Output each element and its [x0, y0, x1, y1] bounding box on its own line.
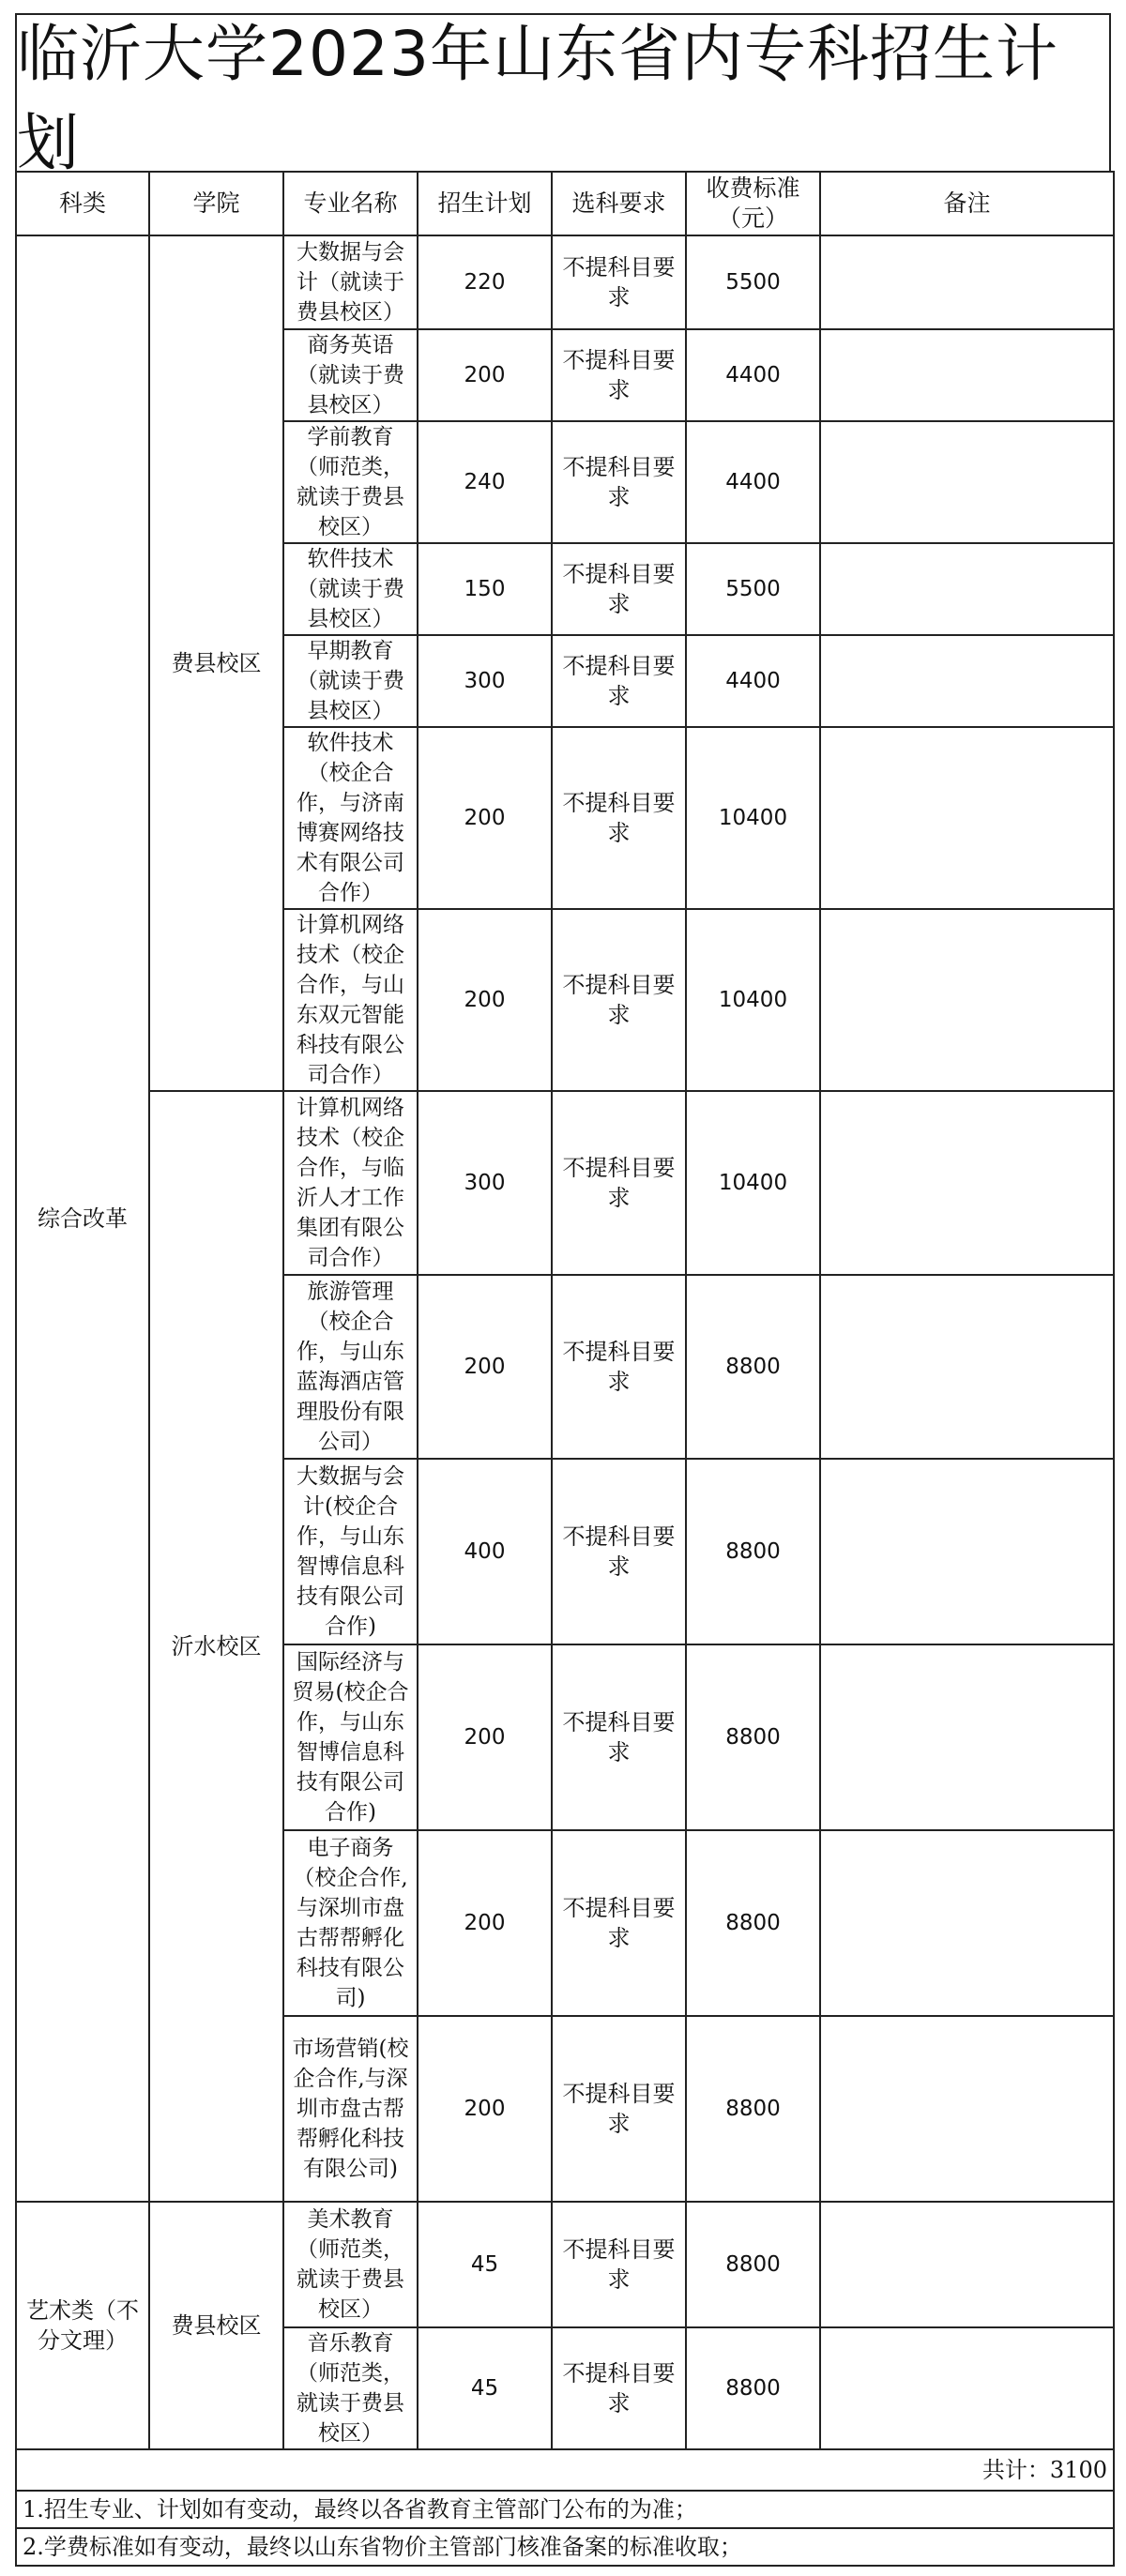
- major-cell: 软件技术（校企合作，与济南博赛网络技术有限公司合作）: [283, 727, 418, 909]
- note-row: [16, 2491, 1114, 2528]
- remark-cell: [820, 421, 1114, 543]
- major-cell: 软件技术（就读于费县校区）: [283, 543, 418, 635]
- plan-cell: 200: [418, 909, 552, 1091]
- subject-req-cell: 不提科目要求: [552, 421, 686, 543]
- category-cell-comprehensive: 综合改革: [16, 235, 149, 2202]
- major-cell: 早期教育（就读于费县校区）: [283, 635, 418, 727]
- plan-cell: 240: [418, 421, 552, 543]
- remark-cell: [820, 1459, 1114, 1644]
- subject-req-cell: 不提科目要求: [552, 1644, 686, 1830]
- major-cell: 国际经济与贸易(校企合作，与山东智博信息科技有限公司合作): [283, 1644, 418, 1830]
- note-1: 1.招生专业、计划如有变动，最终以各省教育主管部门公布的为准；: [16, 2491, 1114, 2528]
- remark-cell: [820, 1275, 1114, 1459]
- header-major: 专业名称: [283, 172, 418, 235]
- major-cell: 计算机网络技术（校企合作，与临沂人才工作集团有限公司合作）: [283, 1091, 418, 1275]
- fee-cell: 8800: [686, 1275, 820, 1459]
- remark-cell: [820, 2327, 1114, 2449]
- plan-cell: 300: [418, 635, 552, 727]
- subject-req-cell: 不提科目要求: [552, 1275, 686, 1459]
- subject-req-cell: 不提科目要求: [552, 1091, 686, 1275]
- fee-cell: 4400: [686, 421, 820, 543]
- college-cell-feixian: 费县校区: [149, 235, 283, 1091]
- note-row: [16, 2528, 1114, 2566]
- college-cell-yishui: 沂水校区: [149, 1091, 283, 2202]
- header-row: [16, 172, 1114, 235]
- header-fee: 收费标准（元）: [686, 172, 820, 235]
- header-plan: 招生计划: [418, 172, 552, 235]
- header-subject-req: 选科要求: [552, 172, 686, 235]
- plan-cell: 150: [418, 543, 552, 635]
- major-cell: 电子商务（校企合作,与深圳市盘古帮帮孵化科技有限公司): [283, 1830, 418, 2016]
- note-2: 2.学费标准如有变动，最终以山东省物价主管部门核准备案的标准收取；: [16, 2528, 1114, 2566]
- plan-cell: 300: [418, 1091, 552, 1275]
- major-cell: 大数据与会计（就读于费县校区）: [283, 235, 418, 329]
- remark-cell: [820, 2016, 1114, 2202]
- total-row: [16, 2449, 1114, 2491]
- major-cell: 音乐教育（师范类，就读于费县校区）: [283, 2327, 418, 2449]
- major-cell: 市场营销(校企合作,与深圳市盘古帮帮孵化科技有限公司): [283, 2016, 418, 2202]
- header-remark: 备注: [820, 172, 1114, 235]
- major-cell: 商务英语（就读于费县校区）: [283, 329, 418, 421]
- plan-cell: 400: [418, 1459, 552, 1644]
- remark-cell: [820, 543, 1114, 635]
- plan-cell: 45: [418, 2202, 552, 2327]
- major-cell: 学前教育（师范类，就读于费县校区）: [283, 421, 418, 543]
- header-college: 学院: [149, 172, 283, 235]
- fee-cell: 8800: [686, 1830, 820, 2016]
- fee-cell: 5500: [686, 235, 820, 329]
- remark-cell: [820, 1644, 1114, 1830]
- remark-cell: [820, 635, 1114, 727]
- plan-cell: 200: [418, 1275, 552, 1459]
- subject-req-cell: 不提科目要求: [552, 543, 686, 635]
- category-cell-art: 艺术类（不分文理）: [16, 2202, 149, 2449]
- subject-req-cell: 不提科目要求: [552, 1830, 686, 2016]
- subject-req-cell: 不提科目要求: [552, 235, 686, 329]
- fee-cell: 8800: [686, 2202, 820, 2327]
- fee-cell: 8800: [686, 2016, 820, 2202]
- table-row: [16, 2202, 1114, 2327]
- table-row: [16, 235, 1114, 329]
- plan-cell: 220: [418, 235, 552, 329]
- subject-req-cell: 不提科目要求: [552, 2327, 686, 2449]
- college-cell-art-feixian: 费县校区: [149, 2202, 283, 2449]
- subject-req-cell: 不提科目要求: [552, 329, 686, 421]
- header-category: 科类: [16, 172, 149, 235]
- remark-cell: [820, 1830, 1114, 2016]
- remark-cell: [820, 1091, 1114, 1275]
- plan-cell: 200: [418, 329, 552, 421]
- subject-req-cell: 不提科目要求: [552, 2202, 686, 2327]
- remark-cell: [820, 235, 1114, 329]
- major-cell: 大数据与会计(校企合作，与山东智博信息科技有限公司合作): [283, 1459, 418, 1644]
- fee-cell: 4400: [686, 635, 820, 727]
- plan-cell: 200: [418, 1830, 552, 2016]
- enrollment-plan-table: [15, 171, 1115, 2567]
- remark-cell: [820, 909, 1114, 1091]
- plan-cell: 200: [418, 727, 552, 909]
- subject-req-cell: 不提科目要求: [552, 1459, 686, 1644]
- fee-cell: 8800: [686, 1459, 820, 1644]
- remark-cell: [820, 727, 1114, 909]
- plan-cell: 200: [418, 2016, 552, 2202]
- table-row: [16, 1091, 1114, 1275]
- remark-cell: [820, 329, 1114, 421]
- fee-cell: 10400: [686, 727, 820, 909]
- fee-cell: 8800: [686, 2327, 820, 2449]
- major-cell: 旅游管理（校企合作，与山东蓝海酒店管理股份有限公司）: [283, 1275, 418, 1459]
- fee-cell: 4400: [686, 329, 820, 421]
- subject-req-cell: 不提科目要求: [552, 2016, 686, 2202]
- plan-cell: 200: [418, 1644, 552, 1830]
- fee-cell: 8800: [686, 1644, 820, 1830]
- major-cell: 美术教育（师范类，就读于费县校区）: [283, 2202, 418, 2327]
- major-cell: 计算机网络技术（校企合作，与山东双元智能科技有限公司合作）: [283, 909, 418, 1091]
- total-cell: 共计：3100: [16, 2449, 1114, 2491]
- fee-cell: 5500: [686, 543, 820, 635]
- page-title: 临沂大学2023年山东省内专科招生计划: [15, 13, 1111, 173]
- subject-req-cell: 不提科目要求: [552, 635, 686, 727]
- subject-req-cell: 不提科目要求: [552, 909, 686, 1091]
- plan-cell: 45: [418, 2327, 552, 2449]
- fee-cell: 10400: [686, 1091, 820, 1275]
- fee-cell: 10400: [686, 909, 820, 1091]
- remark-cell: [820, 2202, 1114, 2327]
- subject-req-cell: 不提科目要求: [552, 727, 686, 909]
